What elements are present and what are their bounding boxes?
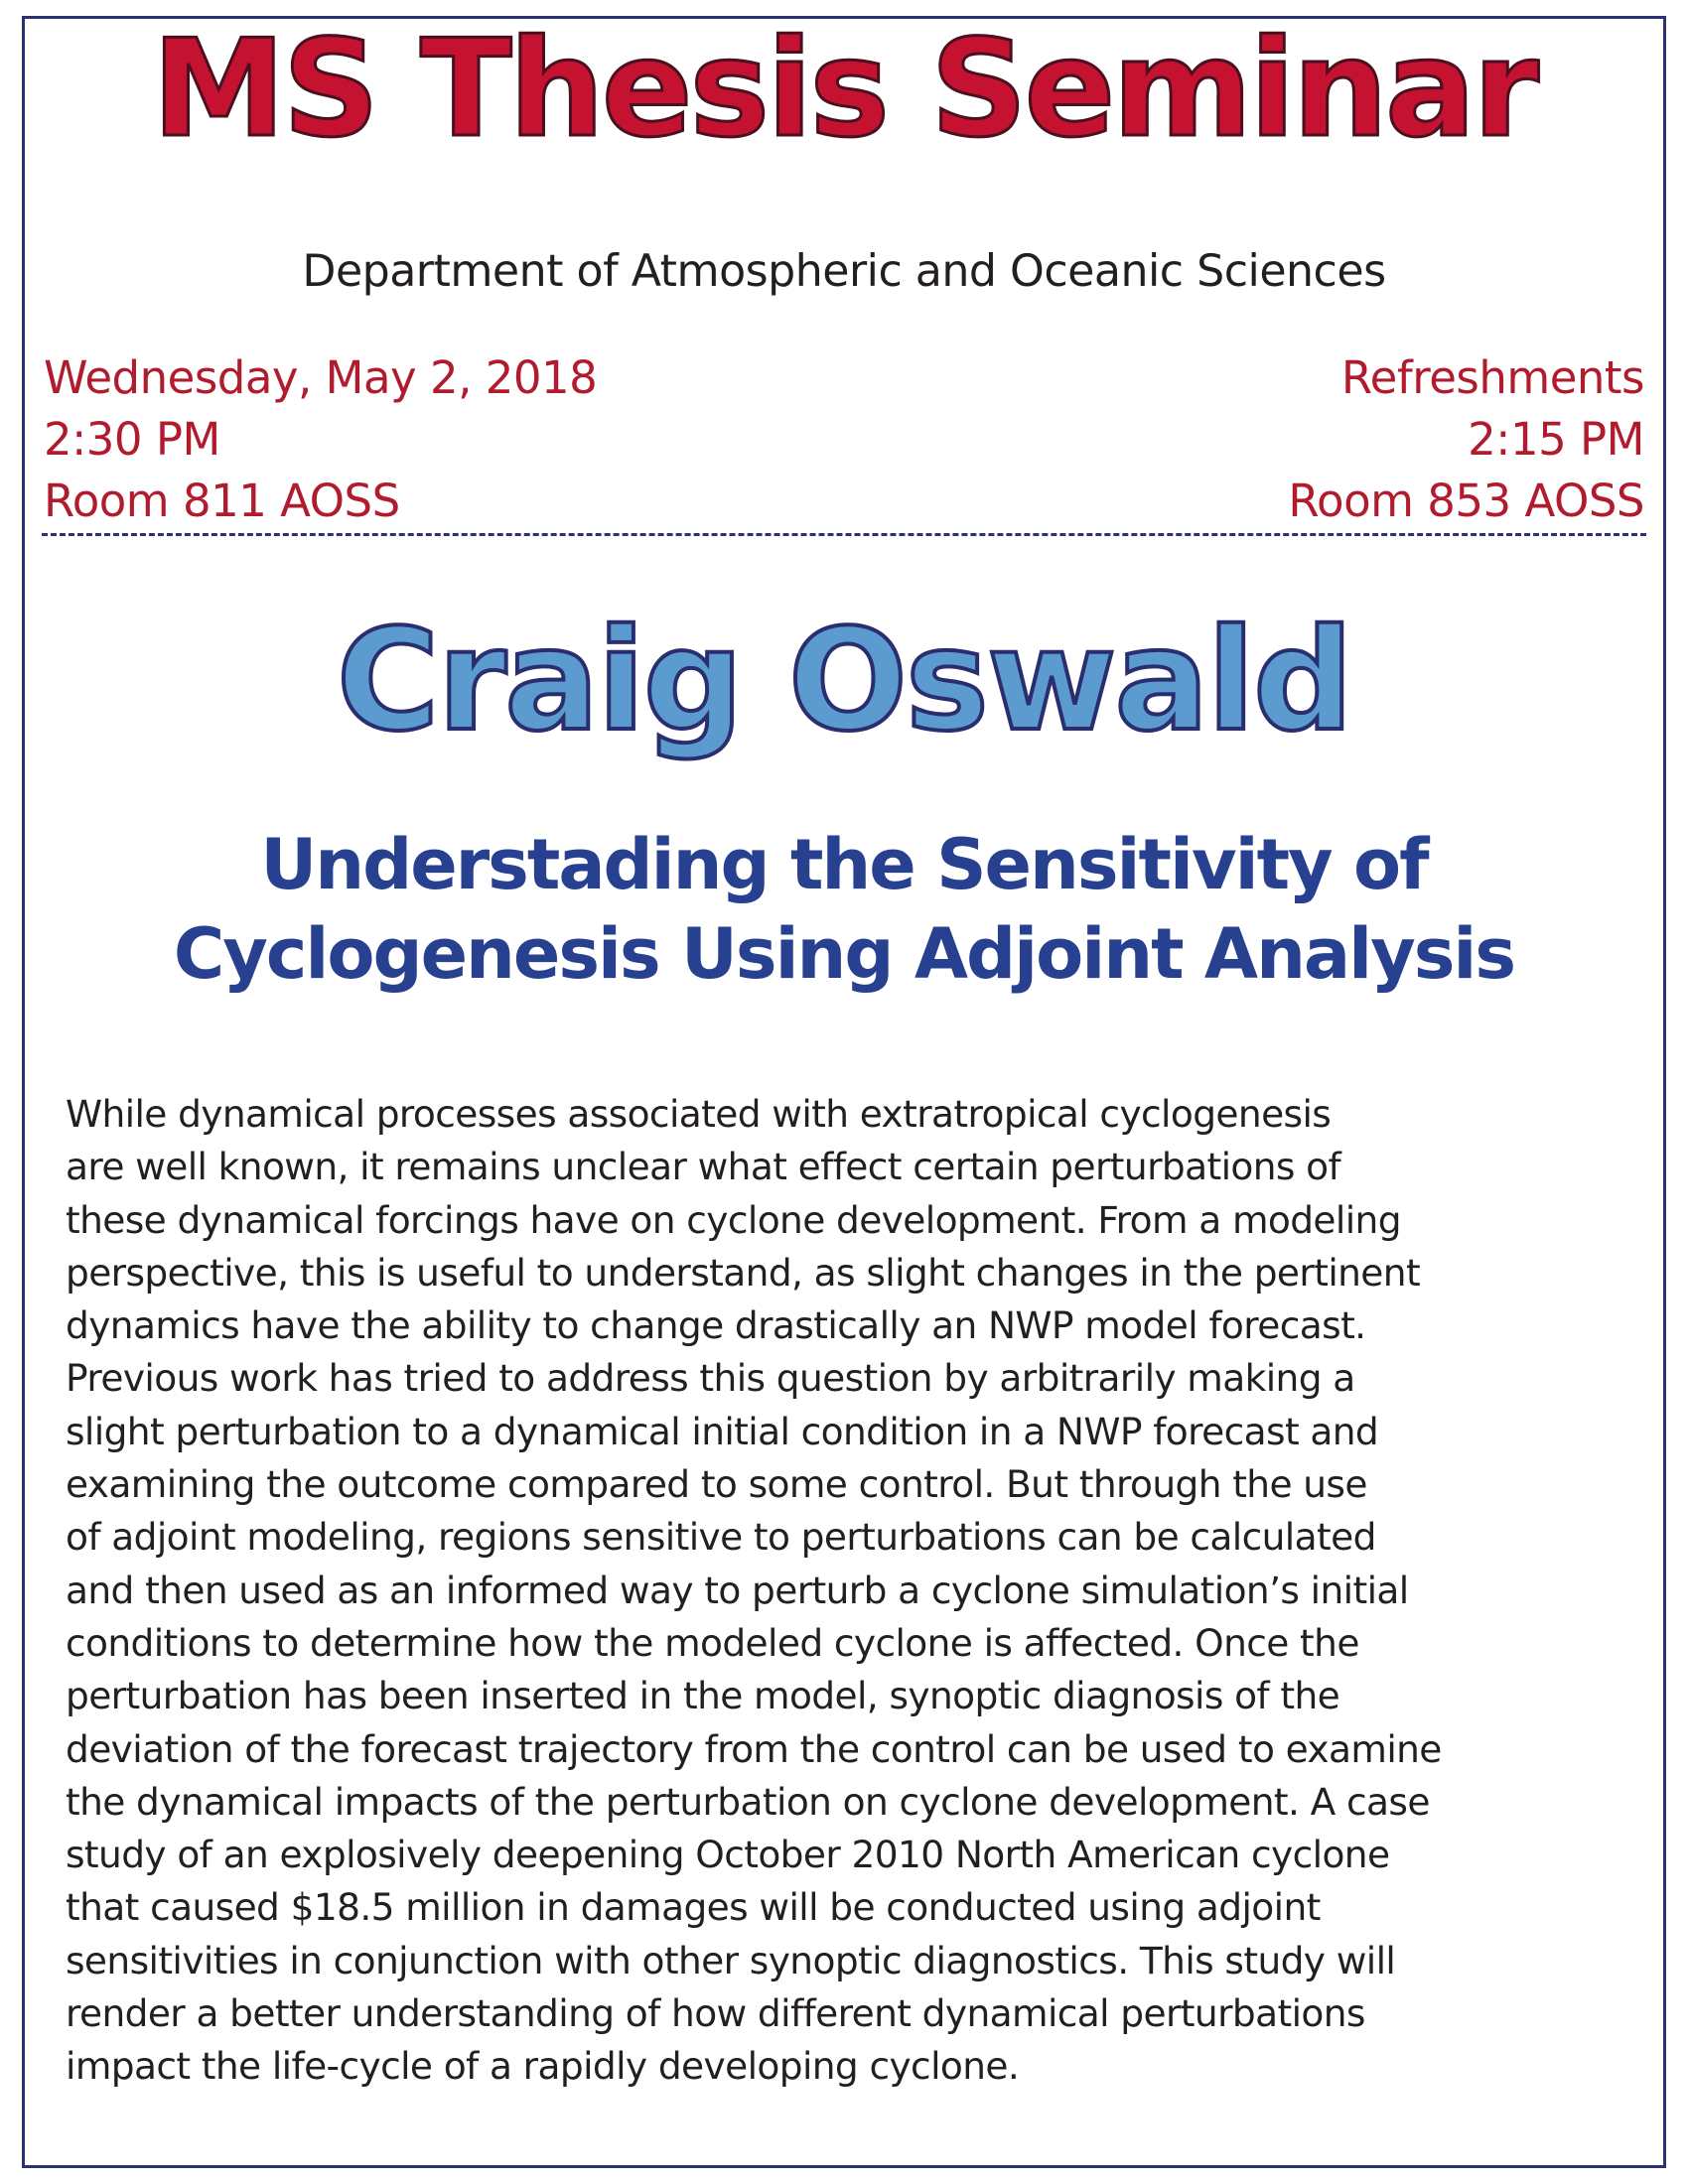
abstract-line: perturbation has been inserted in the model, synoptic diagnosis of the bbox=[66, 1674, 1340, 1718]
abstract-line: impact the life-cycle of a rapidly developing cyclone. bbox=[66, 2044, 1020, 2089]
department-name: Department of Atmospheric and Oceanic Sciences bbox=[302, 246, 1386, 297]
abstract-line: While dynamical processes associated with extratropical cyclogenesis bbox=[66, 1092, 1332, 1136]
event-details bbox=[44, 347, 597, 532]
talk-title-line: Cyclogenesis Using Adjoint Analysis bbox=[173, 913, 1515, 995]
refreshments-time: 2:15 PM bbox=[1468, 413, 1644, 466]
abstract-line: these dynamical forcings have on cyclone development. From a modeling bbox=[66, 1197, 1401, 1242]
abstract-line: study of an explosively deepening October 2010 North American cyclone bbox=[66, 1833, 1390, 1877]
abstract-line: are well known, it remains unclear what effect certain perturbations of bbox=[66, 1145, 1341, 1189]
abstract-line: perspective, this is useful to understand, as slight changes in the pertinent bbox=[66, 1250, 1421, 1295]
abstract-line: slight perturbation to a dynamical initial condition in a NWP forecast and bbox=[66, 1409, 1379, 1453]
speaker-name: Craig Oswald bbox=[336, 600, 1352, 762]
event-room: Room 811 AOSS bbox=[44, 475, 400, 527]
seminar-title: MS Thesis Seminar bbox=[152, 10, 1536, 167]
abstract-line: deviation of the forecast trajectory from the control can be used to examine bbox=[66, 1726, 1442, 1771]
abstract-line: and then used as an informed way to perturb a cyclone simulation’s initial bbox=[66, 1568, 1409, 1612]
abstract-line: that caused $18.5 million in damages will be conducted using adjoint bbox=[66, 1885, 1321, 1930]
abstract-line: the dynamical impacts of the perturbation on cyclone development. A case bbox=[66, 1779, 1430, 1824]
abstract bbox=[66, 1088, 1644, 2094]
abstract-line: examining the outcome compared to some control. But through the use bbox=[66, 1462, 1367, 1507]
abstract-line: conditions to determine how the modeled cyclone is affected. Once the bbox=[66, 1620, 1359, 1665]
abstract-line: of adjoint modeling, regions sensitive to perturbations can be calculated bbox=[66, 1515, 1376, 1560]
abstract-line: sensitivities in conjunction with other synoptic diagnostics. This study will bbox=[66, 1938, 1396, 1982]
abstract-line: dynamics have the ability to change drastically an NWP model forecast. bbox=[66, 1303, 1366, 1348]
talk-title bbox=[0, 820, 1688, 999]
talk-title-line: Understading the Sensitivity of bbox=[260, 824, 1428, 905]
refreshments-details bbox=[1288, 347, 1644, 532]
abstract-line: Previous work has tried to address this question by arbitrarily making a bbox=[66, 1356, 1355, 1401]
event-time: 2:30 PM bbox=[44, 413, 220, 466]
abstract-line: render a better understanding of how different dynamical perturbations bbox=[66, 1991, 1365, 2036]
event-date: Wednesday, May 2, 2018 bbox=[44, 351, 598, 404]
dashed-divider bbox=[42, 533, 1646, 536]
refreshments-room: Room 853 AOSS bbox=[1288, 475, 1644, 527]
refreshments-label: Refreshments bbox=[1340, 351, 1644, 404]
